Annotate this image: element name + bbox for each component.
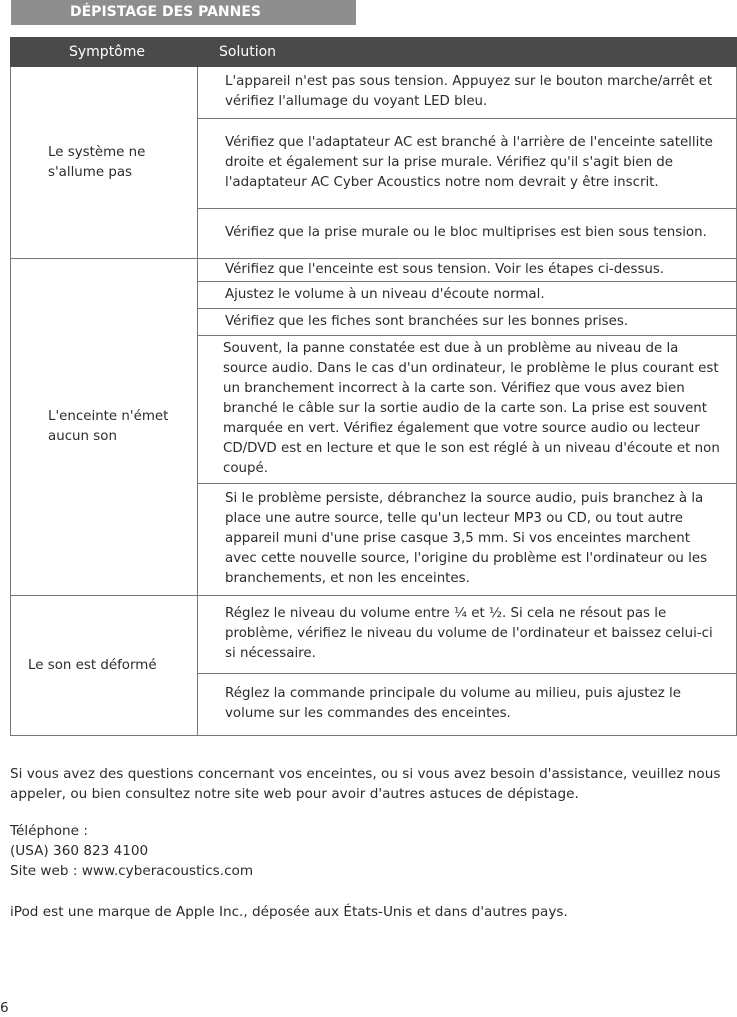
solution-cell: Ajustez le volume à un niveau d'écoute normal. xyxy=(198,282,737,309)
solution-cell: Réglez la commande principale du volume au milieu, puis ajustez le volume sur les commandes des enceintes. xyxy=(198,674,737,736)
symptom-no-power: Le système ne s'allume pas xyxy=(11,67,198,259)
website-text: Site web : www.cyberacoustics.com xyxy=(10,863,254,879)
trademark-note: iPod est une marque de Apple Inc., déposée aux États-Unis et dans d'autres pays. xyxy=(10,904,568,920)
solution-cell: Vérifiez que l'enceinte est sous tension. Voir les étapes ci-dessus. xyxy=(198,259,737,282)
phone-number: (USA) 360 823 4100 xyxy=(10,843,149,859)
symptom-distorted-sound: Le son est déformé xyxy=(11,596,198,736)
symptom-no-sound: L'enceinte n'émet aucun son xyxy=(11,259,198,596)
table-row xyxy=(11,596,737,674)
phone-label: Téléphone : xyxy=(10,823,88,839)
page-number: 6 xyxy=(0,1000,9,1016)
column-header-symptom: Symptôme xyxy=(11,38,198,67)
solution-cell: Réglez le niveau du volume entre ¼ et ½. Si cela ne résout pas le problème, vérifiez le niveau du volume de l'ordinateur et baissez celui-ci si nécessaire. xyxy=(198,596,737,674)
solution-cell: Vérifiez que les fiches sont branchées sur les bonnes prises. xyxy=(198,309,737,336)
table-header-row xyxy=(11,38,737,67)
troubleshooting-table xyxy=(10,37,737,736)
solution-cell: Souvent, la panne constatée est due à un problème au niveau de la source audio. Dans le cas d'un ordinateur, le problème le plus courant est un branchement incorrect à la carte son. Vérifiez que vous avez bien branché le câble sur la sortie audio de la carte son. La prise est souvent marquée en vert. Vérifiez également que votre source audio ou lecteur CD/DVD est en lecture et que le son est réglé à un niveau d'écoute et non coupé. xyxy=(198,336,737,484)
help-text: Si vous avez des questions concernant vos enceintes, ou si vous avez besoin d'assistance, veuillez nous appeler, ou bien consultez notre site web pour avoir d'autres astuces de dépistage. xyxy=(10,766,721,802)
solution-cell: Vérifiez que la prise murale ou le bloc multiprises est bien sous tension. xyxy=(198,209,737,259)
table-row xyxy=(11,67,737,119)
solution-cell: Si le problème persiste, débranchez la source audio, puis branchez à la place une autre source, telle qu'un lecteur MP3 ou CD, ou tout autre appareil muni d'une prise casque 3,5 mm. Si vos enceintes marchent avec cette nouvelle source, l'origine du problème est l'ordinateur ou les branchements, et non les enceintes. xyxy=(198,484,737,596)
solution-cell: L'appareil n'est pas sous tension. Appuyez sur le bouton marche/arrêt et vérifiez l'allumage du voyant LED bleu. xyxy=(198,67,737,119)
section-title: DÉPISTAGE DES PANNES xyxy=(11,0,356,25)
table-row xyxy=(11,259,737,282)
column-header-solution: Solution xyxy=(198,38,737,67)
solution-cell: Vérifiez que l'adaptateur AC est branché à l'arrière de l'enceinte satellite droite et également sur la prise murale. Vérifiez qu'il s'agit bien de l'adaptateur AC Cyber Acoustics notre nom devrait y être inscrit. xyxy=(198,119,737,209)
